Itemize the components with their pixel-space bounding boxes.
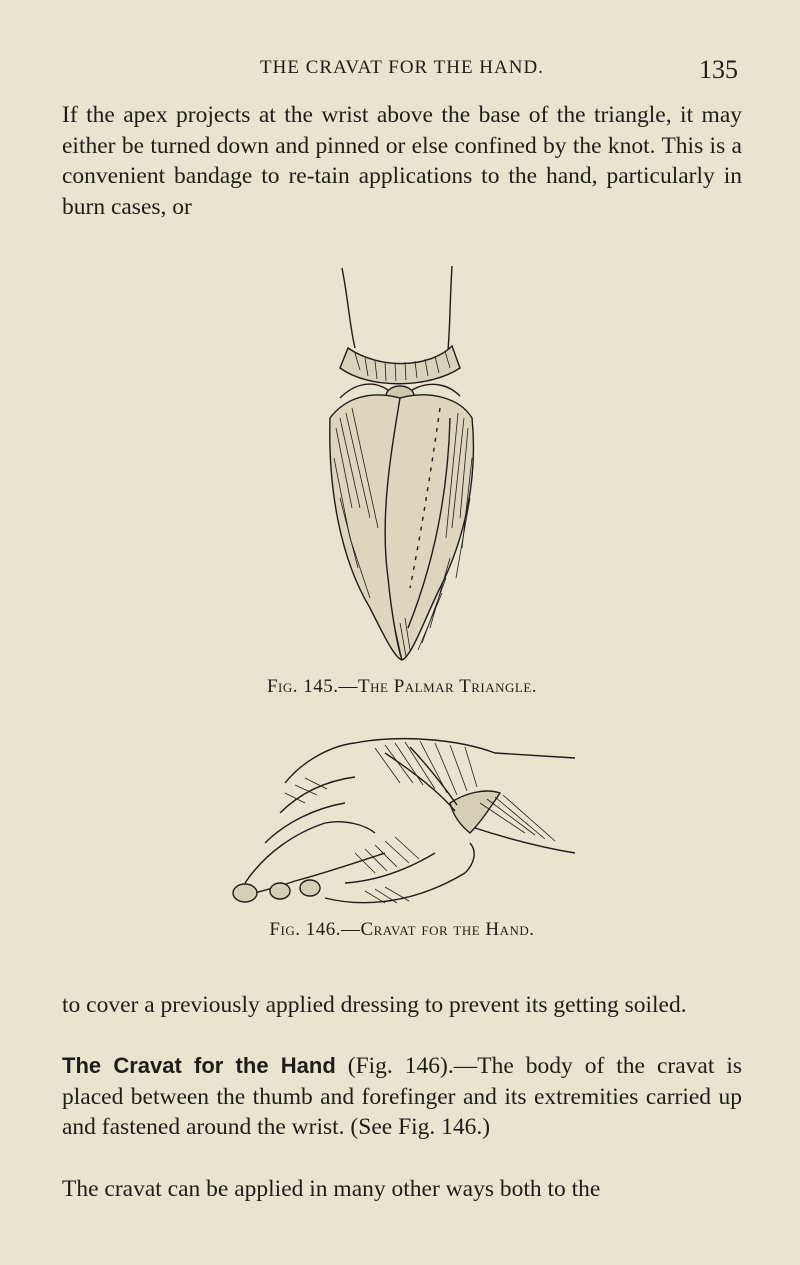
figure-145-caption-text: Fig. 145.—The Palmar Triangle. <box>266 676 538 697</box>
paragraph-other-ways <box>62 1174 742 1205</box>
palmar-triangle-illustration <box>300 258 500 668</box>
figure-146-caption-text: Fig. 146.—Cravat for the Hand. <box>269 919 535 940</box>
running-title: THE CRAVAT FOR THE HAND. <box>260 57 544 78</box>
paragraph-cravat-for-hand <box>62 1051 742 1143</box>
section-lead-in: The Cravat for the Hand <box>62 1053 336 1078</box>
paragraph-apex-text: If the apex projects at the wrist above the base of the triangle, it may either be turned down and pinned or else confined by the knot. This is a convenient bandage to re-tain applications to the hand, particularly in burn cases, or <box>62 102 742 220</box>
figure-146-caption <box>62 919 742 941</box>
cravat-hand-illustration <box>225 733 580 913</box>
paragraph-cravat-for-hand-text <box>62 1051 742 1143</box>
page-number: 135 <box>699 55 738 84</box>
paragraph-other-ways-text: The cravat can be applied in many other ways both to the <box>62 1176 601 1202</box>
paragraph-dressing <box>62 990 742 1021</box>
running-head <box>62 55 742 87</box>
paragraph-apex <box>62 100 742 222</box>
paragraph-cravat-body: (Fig. 146).—The body of the cravat is placed between the thumb and forefinger and its extremities carried up and fastened around the wrist. (See Fig. 146.) <box>62 1053 743 1140</box>
paragraph-dressing-text: to cover a previously applied dressing to prevent its getting soiled. <box>62 992 687 1018</box>
figure-145-caption <box>62 676 742 698</box>
